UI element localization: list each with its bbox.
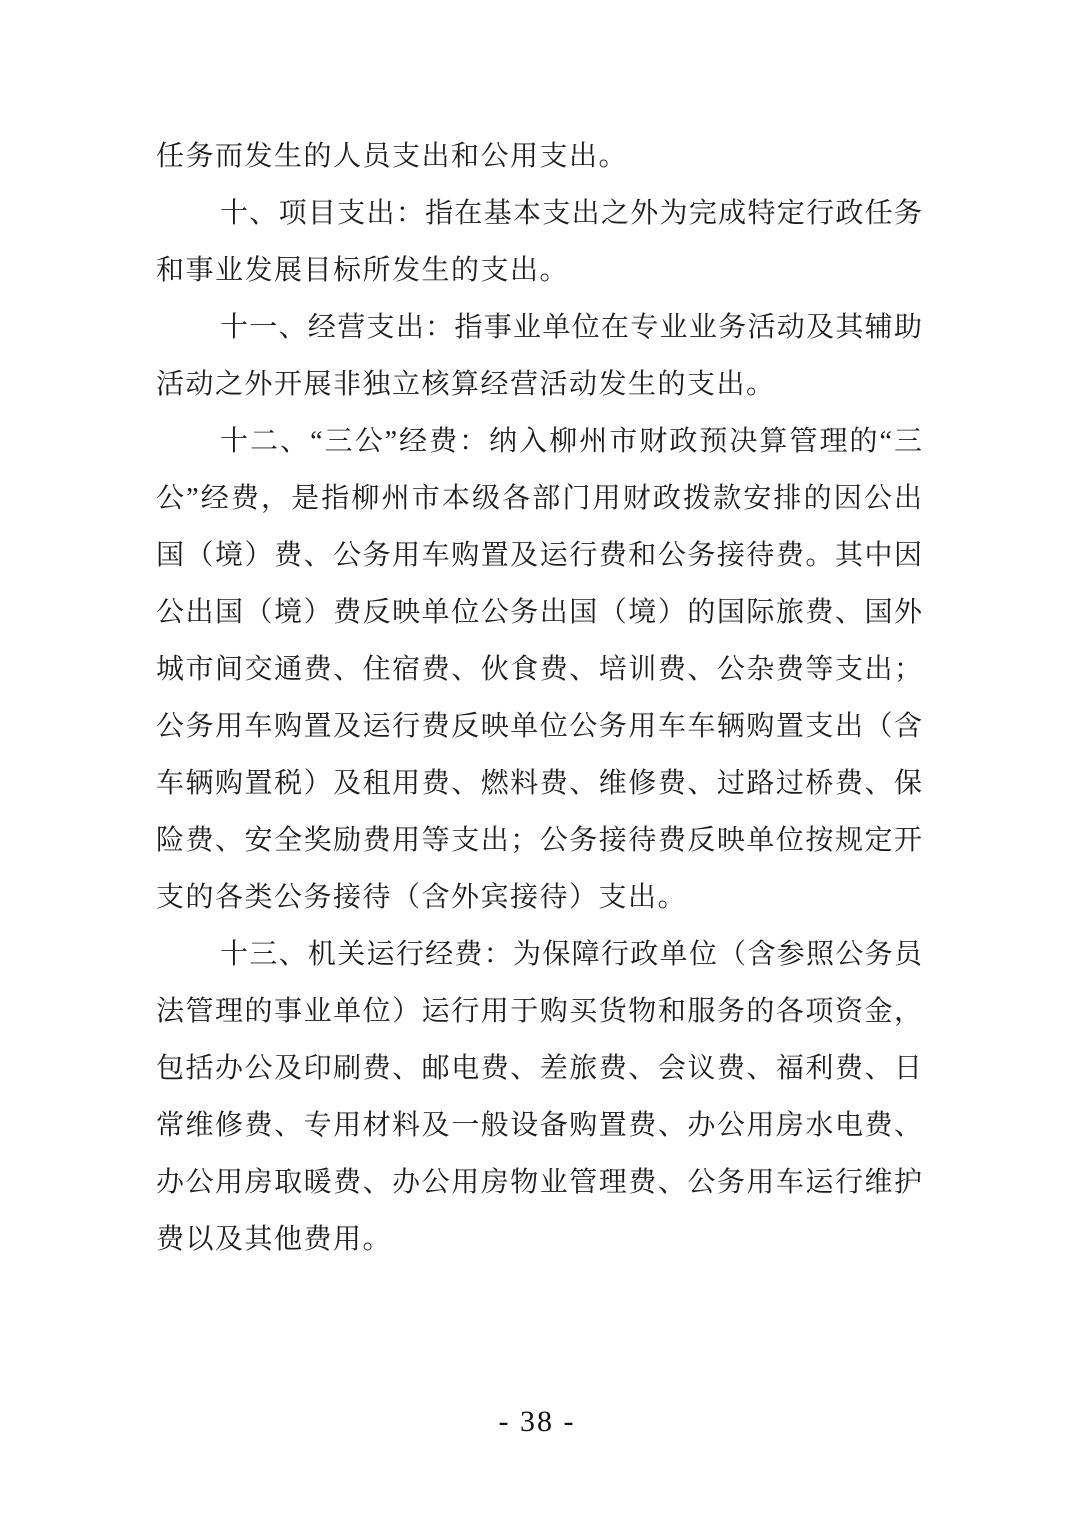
- text-line: 车辆购置税）及租用费、燃料费、维修费、过路过桥费、保: [156, 768, 922, 799]
- text-line: 公务用车购置及运行费反映单位公务用车车辆购置支出（含: [156, 711, 922, 742]
- text-line: 城市间交通费、住宿费、伙食费、培训费、公杂费等支出；: [156, 654, 922, 685]
- text-line: 公”经费，是指柳州市本级各部门用财政拨款安排的因公出: [156, 483, 922, 514]
- text-line: 常维修费、专用材料及一般设备购置费、办公用房水电费、: [156, 1110, 922, 1141]
- text-line: 公出国（境）费反映单位公务出国（境）的国际旅费、国外: [156, 597, 922, 628]
- text-line: 和事业发展目标所发生的支出。: [156, 255, 570, 286]
- document-body: [156, 128, 922, 1268]
- text-line: 国（境）费、公务用车购置及运行费和公务接待费。其中因: [156, 540, 922, 571]
- text-line: 任务而发生的人员支出和公用支出。: [156, 141, 629, 172]
- text-line: 十、项目支出：指在基本支出之外为完成特定行政任务: [220, 198, 922, 229]
- text-line: 支的各类公务接待（含外宾接待）支出。: [156, 882, 688, 913]
- text-line: 十一、经营支出：指事业单位在专业业务活动及其辅助: [220, 312, 922, 343]
- text-line: 十三、机关运行经费：为保障行政单位（含参照公务员: [220, 939, 922, 970]
- text-line: 法管理的事业单位）运行用于购买货物和服务的各项资金，: [156, 996, 922, 1027]
- text-line: 费以及其他费用。: [156, 1224, 393, 1255]
- page-number: - 38 -: [498, 1405, 576, 1438]
- text-line: 险费、安全奖励费用等支出；公务接待费反映单位按规定开: [156, 825, 922, 856]
- text-line: 十二、“三公”经费：纳入柳州市财政预决算管理的“三: [220, 426, 922, 457]
- text-line: 办公用房取暖费、办公用房物业管理费、公务用车运行维护: [156, 1167, 922, 1198]
- text-line: 活动之外开展非独立核算经营活动发生的支出。: [156, 369, 776, 400]
- text-line: 包括办公及印刷费、邮电费、差旅费、会议费、福利费、日: [156, 1053, 922, 1084]
